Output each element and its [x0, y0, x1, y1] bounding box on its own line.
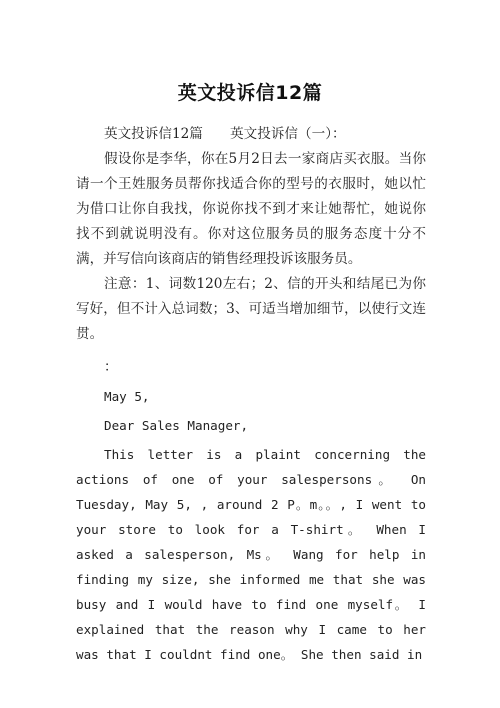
notes-paragraph: 注意：1、词数120左右；2、信的开头和结尾已为你写好，但不计入总词数；3、可适当增加细节，以使行文连贯。	[76, 276, 426, 342]
letter-salutation: Dear Sales Manager,	[104, 418, 249, 433]
intro-line: 英文投诉信12篇 英文投诉信（一）：	[104, 126, 346, 142]
document-title: 英文投诉信12篇	[177, 82, 323, 104]
prompt-paragraph: 假设你是李华，你在5月2日去一家商店买衣服。当你请一个王姓服务员帮你找适合你的型号的衣服时，她以忙为借口让你自我找，你说你找不到才来让她帮忙，她说你找不到就说明没有。你对这位服务员的服务态度十分不满，并写信向该商店的销售经理投诉该服务员。	[76, 151, 426, 267]
colon-line: ：	[104, 359, 118, 375]
letter-date: May 5,	[104, 389, 150, 404]
document-body	[76, 122, 426, 667]
letter-body: This letter is a plaint concerning the actions of one of your salespersons。 On Tuesday, May 5, , around 2 P。m。。, I went to your store to look for a T-shirt。 When I asked a salesperson, Ms。 Wang for help in finding my size, she informed me that she was busy and I would have to find one myself。 I explained that the reason why I came to her was that I couldnt find one。 She then said in	[76, 447, 426, 662]
